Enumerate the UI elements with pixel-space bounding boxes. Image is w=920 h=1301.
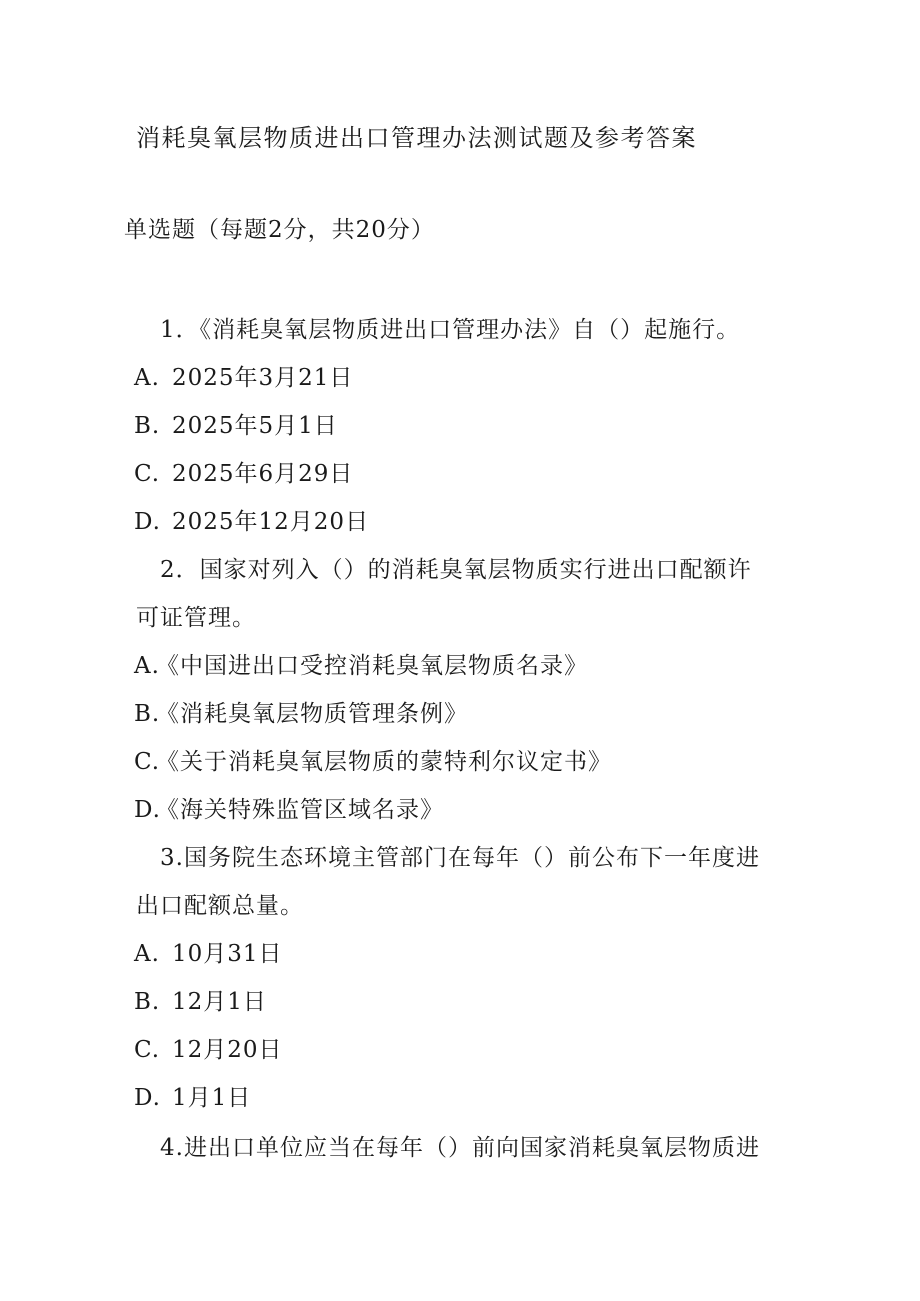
question-1-option-c [134,458,353,490]
question-1-option-a [134,362,353,394]
option-text: 10月31日 [172,941,283,967]
question-2-option-d: D.《海关特殊监管区域名录》 [134,797,444,823]
question-3-option-d [134,1082,251,1114]
option-label: D. [134,1085,161,1111]
question-3-text-continued: 出口配额总量。 [136,893,304,919]
option-text: 2025年3月21日 [172,365,354,391]
option-label: B. [134,989,161,1015]
option-label: C. [134,1037,161,1063]
option-text: 《消耗臭氧层物质管理条例》 [156,701,468,727]
option-label: B. [134,413,161,439]
option-text: 《海关特殊监管区域名录》 [156,797,444,823]
question-2-option-a: A.《中国进出口受控消耗臭氧层物质名录》 [134,653,588,679]
question-2-text: 2．国家对列入（）的消耗臭氧层物质实行进出口配额许 [160,557,752,583]
option-text: 2025年6月29日 [172,461,354,487]
option-label: A. [134,941,160,967]
question-2-option-b: B.《消耗臭氧层物质管理条例》 [134,701,468,727]
option-label: D. [134,509,161,535]
question-2-text-continued: 可证管理。 [136,605,256,631]
section-heading: 单选题（每题2分，共20分） [124,217,435,243]
option-text: 《中国进出口受控消耗臭氧层物质名录》 [156,653,588,679]
question-1-text: 1．《消耗臭氧层物质进出口管理办法》自（）起施行。 [160,317,741,343]
option-text: 12月20日 [172,1037,283,1063]
option-text: 《关于消耗臭氧层物质的蒙特利尔议定书》 [156,749,612,775]
question-2-option-c: C.《关于消耗臭氧层物质的蒙特利尔议定书》 [134,749,612,775]
option-text: 2025年12月20日 [172,509,370,535]
question-3-option-c [134,1034,283,1066]
question-3-option-a [134,938,283,970]
document-title: 消耗臭氧层物质进出口管理办法测试题及参考答案 [136,124,697,152]
question-4-text: 4.进出口单位应当在每年（）前向国家消耗臭氧层物质进 [160,1135,760,1161]
option-label: A. [134,365,160,391]
question-3-text: 3.国务院生态环境主管部门在每年（）前公布下一年度进 [160,845,760,871]
question-1-option-b [134,410,338,442]
option-text: 12月1日 [172,989,267,1015]
option-label: C. [134,461,161,487]
question-3-option-b [134,986,267,1018]
option-text: 2025年5月1日 [172,413,338,439]
option-text: 1月1日 [172,1085,252,1111]
question-1-option-d [134,506,369,538]
